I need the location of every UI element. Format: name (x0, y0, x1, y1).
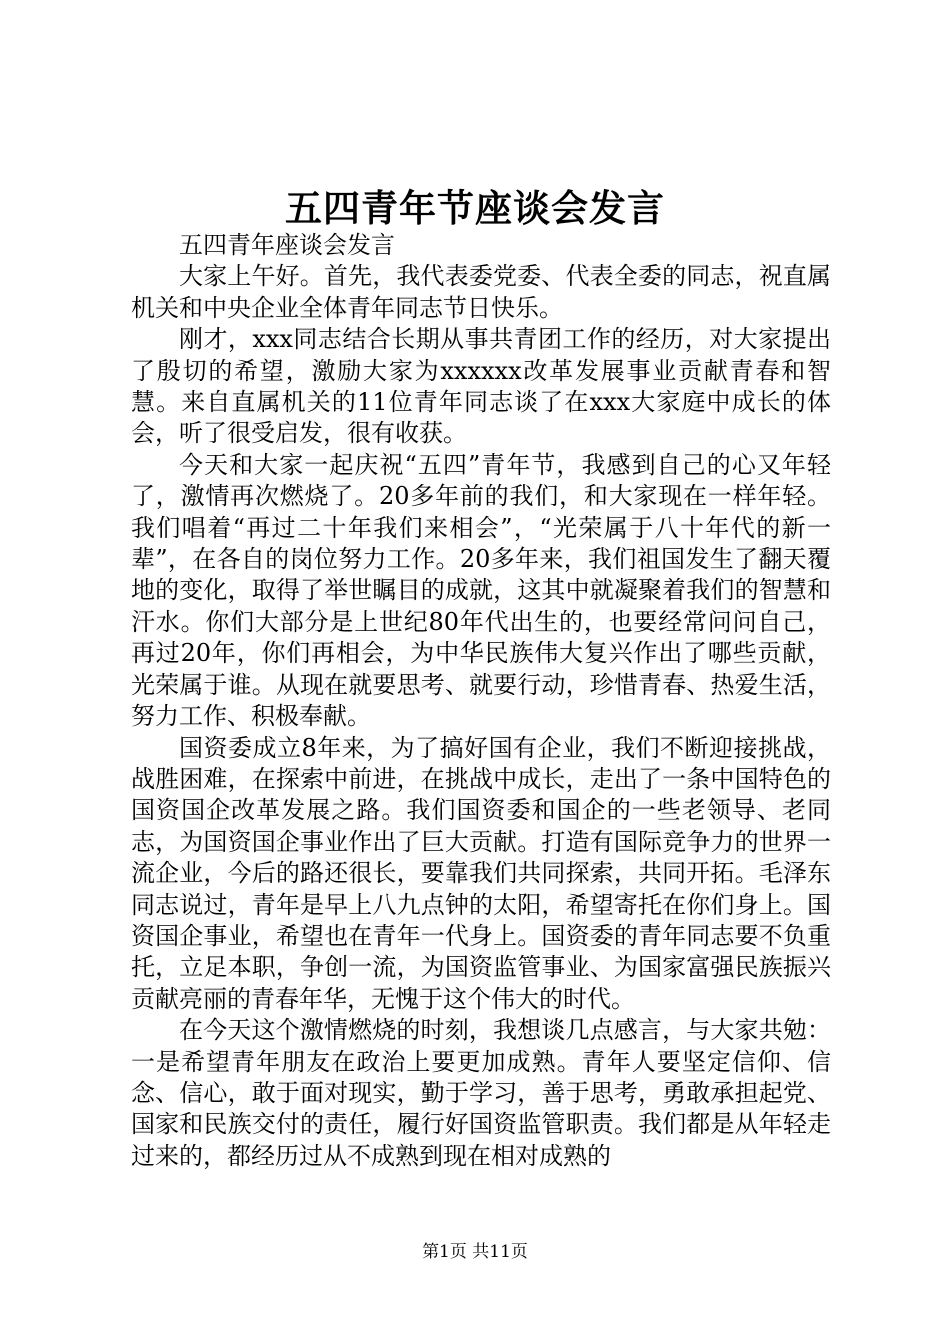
document-body (131, 230, 831, 1172)
document-title: 五四青年节座谈会发言 (285, 186, 665, 230)
paragraph-remarks: 在今天这个激情燃烧的时刻，我想谈几点感言，与大家共勉：一是希望青年朋友在政治上要更加成熟。青年人要坚定信仰、信念、信心，敢于面对现实，勤于学习，善于思考，勇敢承担起党、国家和民族交付的责任，履行好国资监管职责。我们都是从年轻走过来的，都经历过从不成熟到现在相对成熟的 (131, 1016, 831, 1170)
paragraph-comments: 刚才，xxx同志结合长期从事共青团工作的经历，对大家提出了殷切的希望，激励大家为xxxxxx改革发展事业贡献青春和智慧。来自直属机关的11位青年同志谈了在xxx大家庭中成长的体会，听了很受启发，很有收获。 (131, 325, 831, 448)
paragraph-celebration: 今天和大家一起庆祝“五四”青年节，我感到自己的心又年轻了，激情再次燃烧了。20多年前的我们，和大家现在一样年轻。我们唱着“再过二十年我们来相会”，“光荣属于八十年代的新一辈”，在各自的岗位努力工作。20多年来，我们祖国发生了翻天覆地的变化，取得了举世瞩目的成就，这其中就凝聚着我们的智慧和汗水。你们大部分是上世纪80年代出生的，也要经常问问自己，再过20年，你们再相会，为中华民族伟大复兴作出了哪些贡献，光荣属于谁。从现在就要思考、就要行动，珍惜青春、热爱生活，努力工作、积极奉献。 (131, 450, 831, 731)
paragraph-subtitle: 五四青年座谈会发言 (179, 231, 395, 259)
paragraph-greeting: 大家上午好。首先，我代表委党委、代表全委的同志，祝直属机关和中央企业全体青年同志节日快乐。 (131, 262, 831, 322)
page-footer: 第1页 共11页 (422, 1242, 528, 1262)
paragraph-sasac-history: 国资委成立8年来，为了搞好国有企业，我们不断迎接挑战，战胜困难，在探索中前进，在挑战中成长，走出了一条中国特色的国资国企改革发展之路。我们国资委和国企的一些老领导、老同志，为国资国企事业作出了巨大贡献。打造有国际竞争力的世界一流企业，今后的路还很长，要靠我们共同探索，共同开拓。毛泽东同志说过，青年是早上八九点钟的太阳，希望寄托在你们身上。国资国企事业，希望也在青年一代身上。国资委的青年同志要不负重托，立足本职，争创一流，为国资监管事业、为国家富强民族振兴贡献亮丽的青春年华，无愧于这个伟大的时代。 (131, 733, 831, 1013)
